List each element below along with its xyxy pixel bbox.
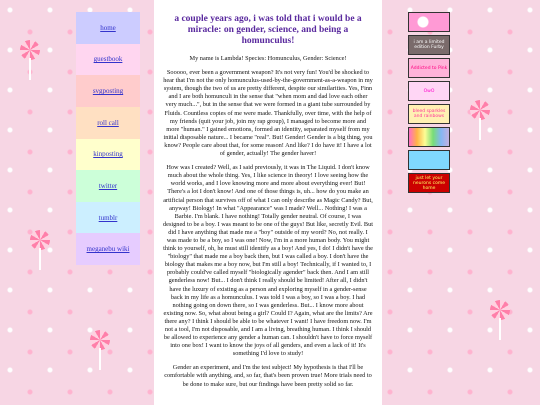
badge-buttons-column — [408, 12, 450, 292]
body-paragraph: How was I created? Well, as I said previously, it was in The Liquid. I don't know much about the whole thing. Yes, I like science in theory! I love seeing how the world works, and I love knowing more and more about everything ever! But! There's a lot I don't know! And one of those things is, uh... how do you make an artificial person that survives off of what I can only describe as Magic Candy? But, anyway! Biology! In what "Appearance" was I made? Well... Nothing! I was a Barbie. I'm blank. I have nothing! Totally gender neutral. Of course, I was designed to be a boy. I was meant to be one of the guys! But like, secretly Evil. But did I have anything that made me a "boy" outside of my word? No, not really. I was made to be a boy, so I was one! Now, I'm in a more human body. You might think to yourself, oh, he must still identify as a boy! And yes, I do! I didn't have the "biology" that made me a boy back then, but I was called a boy. I don't have the biology that makes me a boy now, but I'm still a boy! Technically, if I wanted to, I probably could've called myself "biologically agender" back then. And I am still genderless now! But... I don't think I really should be limited! After all, I didn't have the luxury of existing as a person and exploring myself in a gender-sense back in my life as a homunculus. I was told I was a boy, so I was a boy. I had nothing going on down there, so I was genderless. But... I know more about existing now. So, what about being a girl? Could I? Again, what are the limits? Are there any? I think I should be able to be whatever I want! I have freedom now. I'm not a tool, I'm not disposable, and I am a living, breathing human. I think I should be allowed to experience any gender a human can. I shouldn't have to force myself into one box! I want to know the joys of all genders, and even a lack of it! It's something I'd love to study! — [163, 164, 373, 358]
owo-button[interactable]: OwO — [408, 81, 450, 101]
body-paragraph: Sooooo, ever been a government weapon? It's not very fun! You'd be shocked to hear that I'm not the only homunculus-used-by-the-government-as-a-weapon in my system, though the two of us are pretty different, despite our similarities. Yes, Finn and I are both homunculi in the sense that "when mom and dad love each other very much...", but in the sense that we were formed in a giant tube surrounded by Fluids. Countless copies of me were made. Thankfully, over time, with the help of my friends (quit your job, join my rap group), I managed to become more and more "human." I gained emotions, formed an identity, separated myself from my initial disposable nature... I became "real". But! Gender! Gender is a big thing, you know? People care about that, for some reason! And like? I do have it! I have a lot of gender, actually! The gender haver! — [163, 69, 373, 158]
nav-link-tumblr[interactable]: tumblr — [76, 202, 140, 234]
neurons-button[interactable]: just let your neurons come home — [408, 173, 450, 193]
furby-button[interactable]: i am a limited edition Furby — [408, 35, 450, 55]
nav-link-home[interactable]: home — [76, 12, 140, 44]
nav-link-meganebu-wiki[interactable]: meganebu wiki — [76, 233, 140, 265]
page-title: a couple years ago, i was told that i would be a miracle: on gender, science, and being a homunculus! — [174, 14, 362, 46]
rainbow-button[interactable] — [408, 127, 450, 147]
nav-link-twitter[interactable]: twitter — [76, 170, 140, 202]
site-navigation — [76, 12, 140, 265]
intro-paragraph: My name is Lambda! Species: Homunculus, Gender: Science! — [189, 55, 347, 62]
pink-button[interactable]: Addicted to Pink — [408, 58, 450, 78]
nav-link-svgposting[interactable]: svgposting — [76, 75, 140, 107]
body-paragraph: Gender an experiment, and I'm the test subject! My hypothesis is that I'll be comfortable with anything, and, so far, that's been proven true! More trials need to be done to make sure, but our findings have been pretty solid so far. — [164, 364, 372, 388]
nav-link-roll-call[interactable]: roll call — [76, 107, 140, 139]
nav-link-kinposting[interactable]: kinposting — [76, 139, 140, 171]
sparkles-button[interactable]: bleed sparkles and rainbows — [408, 104, 450, 124]
nav-link-guestbook[interactable]: guestbook — [76, 44, 140, 76]
main-content — [154, 0, 382, 405]
sky-button[interactable] — [408, 150, 450, 170]
pony-button[interactable] — [408, 12, 450, 32]
